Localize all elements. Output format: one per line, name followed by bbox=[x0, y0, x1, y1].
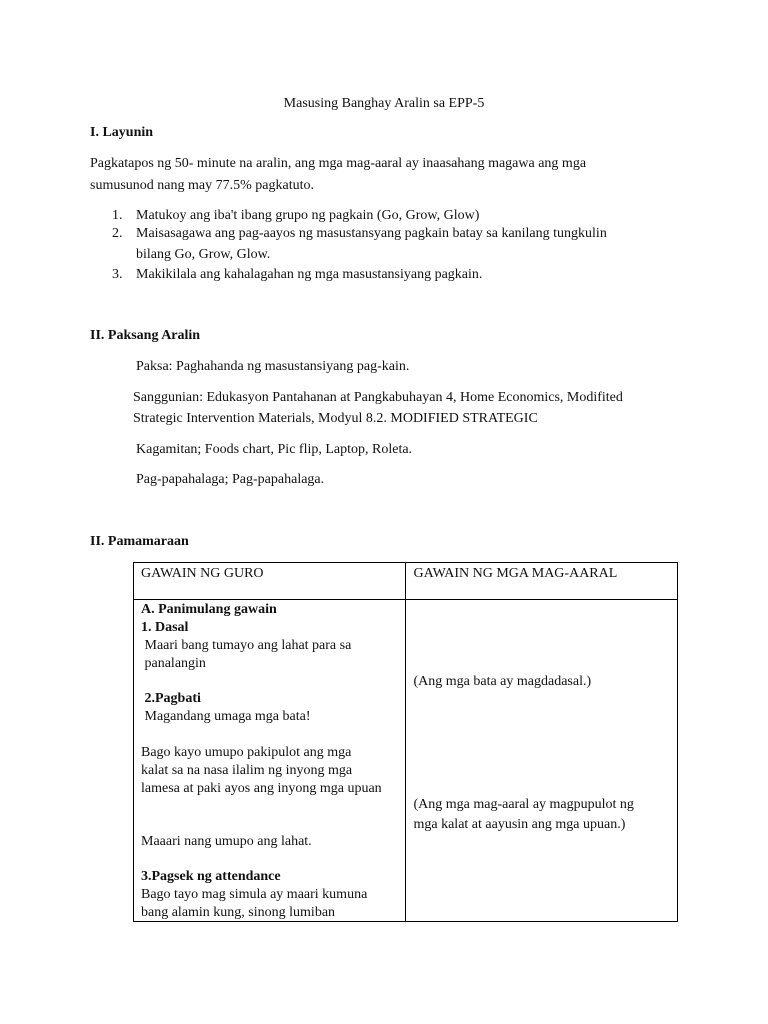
pulot-response-line-1: (Ang mga mag-aaral ay magpupulot ng bbox=[413, 797, 634, 812]
attendance-line-1: Bago tayo mag simula ay maari kumuna bbox=[141, 887, 368, 902]
bago-line-3: lamesa at paki ayos ang inyong mga upuan bbox=[141, 781, 382, 796]
header-cell-mag-aaral bbox=[406, 563, 678, 600]
section-heading-pamamaraan: II. Pamamaraan bbox=[90, 534, 189, 549]
layunin-intro-line-1: Pagkatapos ng 50- minute na aralin, ang mga mag-aaral ay inaasahang magawa ang mga bbox=[90, 156, 587, 171]
dasal-response: (Ang mga bata ay magdadasal.) bbox=[413, 674, 592, 689]
bago-line-2: kalat sa na nasa ilalim ng inyong mga bbox=[141, 763, 353, 778]
objective-text: Matukoy ang iba't ibang grupo ng pagkain (Go, Grow, Glow) bbox=[136, 208, 480, 223]
section-heading-paksang-aralin: II. Paksang Aralin bbox=[90, 328, 201, 343]
pagbati-heading: 2.Pagbati bbox=[141, 691, 201, 706]
section-heading-layunin: I. Layunin bbox=[90, 125, 154, 140]
objective-text: Makikilala ang kahalagahan ng mga masustansiyang pagkain. bbox=[136, 267, 483, 282]
header-mag-aaral-label: GAWAIN NG MGA MAG-AARAL bbox=[413, 566, 618, 581]
attendance-heading: 3.Pagsek ng attendance bbox=[141, 869, 281, 884]
dasal-line-1: Maari bang tumayo ang lahat para sa bbox=[141, 638, 352, 653]
table-header-row bbox=[134, 563, 678, 600]
objective-number: 3. bbox=[112, 267, 123, 282]
header-cell-guro bbox=[134, 563, 406, 600]
attendance-line-2: bang alamin kung, sinong lumiban bbox=[141, 905, 336, 920]
mag-aaral-activities-cell bbox=[406, 600, 678, 922]
guro-activities-cell bbox=[134, 600, 406, 922]
objective-text-continuation: bilang Go, Grow, Glow. bbox=[136, 247, 271, 262]
umupo-text: Maaari nang umupo ang lahat. bbox=[141, 834, 312, 849]
objective-number: 1. bbox=[112, 208, 123, 223]
pagbati-text: Magandang umaga mga bata! bbox=[141, 709, 311, 724]
header-guro-label: GAWAIN NG GURO bbox=[141, 566, 264, 581]
dasal-heading: 1. Dasal bbox=[141, 620, 189, 635]
kagamitan-text: Kagamitan; Foods chart, Pic flip, Laptop, Roleta. bbox=[136, 442, 413, 457]
bago-line-1: Bago kayo umupo pakipulot ang mga bbox=[141, 745, 352, 760]
pulot-response-line-2: mga kalat at aayusin ang mga upuan.) bbox=[413, 817, 626, 832]
table-row bbox=[134, 600, 678, 922]
sanggunian-line-2: Strategic Intervention Materials, Modyul 8.2. MODIFIED STRATEGIC bbox=[133, 411, 538, 426]
pagpapahalaga-text: Pag-papahalaga; Pag-papahalaga. bbox=[136, 472, 325, 487]
panimulang-gawain-heading: A. Panimulang gawain bbox=[141, 602, 277, 617]
objective-text: Maisasagawa ang pag-aayos ng masustansyang pagkain batay sa kanilang tungkulin bbox=[136, 226, 607, 241]
sanggunian-line-1: Sanggunian: Edukasyon Pantahanan at Pangkabuhayan 4, Home Economics, Modifited bbox=[133, 390, 623, 405]
document-title: Masusing Banghay Aralin sa EPP-5 bbox=[283, 96, 485, 111]
objective-number: 2. bbox=[112, 226, 123, 241]
paksa-text: Paksa: Paghahanda ng masustansiyang pag-kain. bbox=[136, 359, 410, 374]
layunin-intro-line-2: sumusunod nang may 77.5% pagkatuto. bbox=[90, 178, 314, 193]
dasal-line-2: panalangin bbox=[141, 656, 206, 671]
procedure-table bbox=[133, 562, 678, 922]
